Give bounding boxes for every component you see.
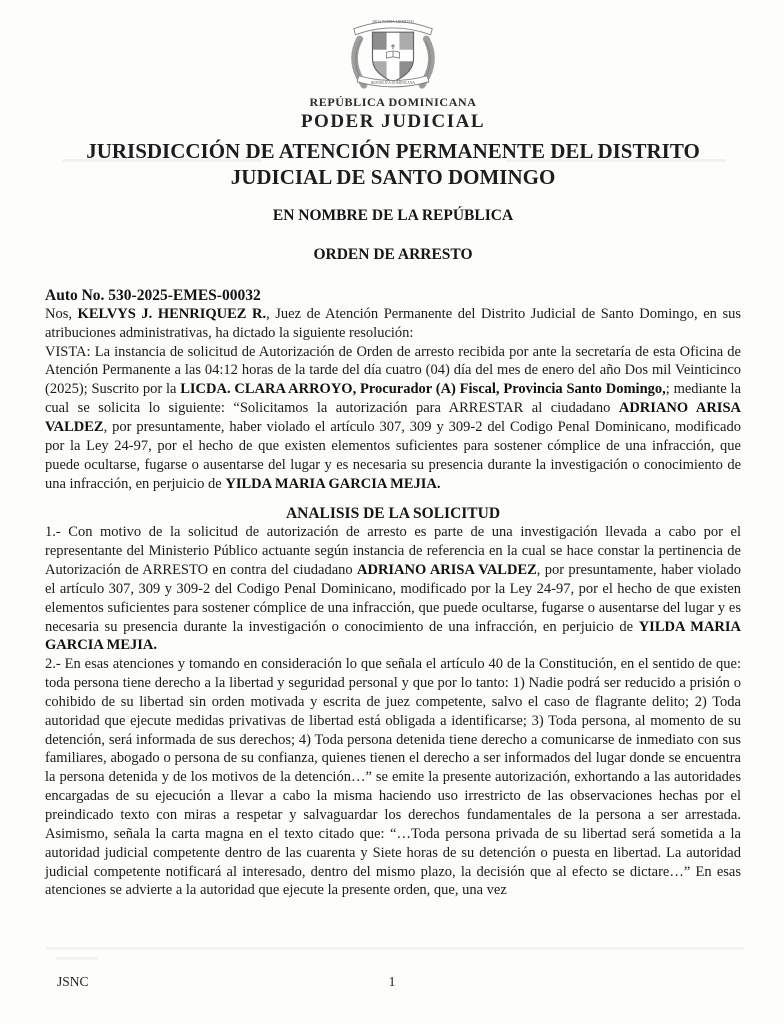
page-footer [0, 974, 784, 990]
svg-text:DIOS PATRIA LIBERTAD: DIOS PATRIA LIBERTAD [372, 20, 414, 25]
institution-name: PODER JUDICIAL [300, 111, 486, 132]
analysis-heading: ANALISIS DE LA SOLICITUD [285, 505, 501, 523]
document-type-heading: ORDEN DE ARRESTO [313, 245, 473, 263]
jurisdiction-title: JURISDICCIÓN DE ATENCIÓN PERMANENTE DEL DISTRITO JUDICIAL DE SANTO DOMINGO [86, 139, 700, 190]
paragraph-vista: VISTA: La instancia de solicitud de Autorización de Orden de arresto recibida por ante la secretaría de esta Oficina de Atención Permanente a las 04:12 horas de la tarde del día cuatro (04) día del mes de enero del año Dos mil Veinticinco (2025); Suscrito por la LICDA. CLARA ARROYO, Procurador (A) Fiscal, Provincia Santo Domingo,; mediante la cual se solicita lo siguiente: “Solicitamos la autorización para ARRESTAR al ciudadano ADRIANO ARISA VALDEZ, por presuntamente, haber violado el artículo 307, 309 y 309-2 del Codigo Penal Dominicano, modificado por la Ley 24-97, por el hecho de que existen elementos suficientes para sostener cómplice de una infracción, que puede ocultarse, fugarse o ausentarse del lugar y es necesaria su presencia durante la investigación o conocimiento de una infracción, en perjuicio de YILDA MARIA GARCIA MEJIA. [45, 343, 741, 492]
scan-artifact [62, 159, 262, 162]
paragraph-2: 2.- En esas atenciones y tomando en consideración lo que señala el artículo 40 de la Constitución, en el sentido de que: toda persona tiene derecho a la libertad y seguridad personal y que por lo tanto: 1) Nadie podrá ser reducido a prisión o cohibido de su libertad sin orden motivada y escrita de juez competente, salvo el caso de flagrante delito; 2) Toda autoridad que ejecute medidas privativas de libertad está obligada a identificarse; 3) Toda persona, al momento de su detención, será informada de sus derechos; 4) Toda persona detenida tiene derecho a comunicarse de inmediato con sus familiares, abogado o persona de su confianza, quienes tienen el derecho a ser informados del lugar donde se encuentra la persona detenida y de los motivos de la detención…” se emite la presente autorización, exhortando a las autoridades encargadas de su ejecución a llevar a cabo la misma haciendo uso irrestricto de las observaciones hechas por el preindicado texto con miras a respetar y salvaguardar los derechos fundamentales de la persona a ser arrestada. Asimismo, señala la carta magna en el texto citado que: “…Toda persona privada de su libertad será sometida a la autoridad judicial competente dentro de las cuarenta y Siete horas de su detención o puesta en libertad. La autoridad judicial competente notificará al interesado, dentro del mismo plazo, la decisión que al efecto se dictare…” En esas atenciones se advierte a la autoridad que ejecute la presente orden, que, una vez [45, 656, 741, 899]
paragraph-intro: Nos, KELVYS J. HENRIQUEZ R., Juez de Atención Permanente del Distrito Judicial de Santo Domingo, en sus atribuciones administrativas, ha dictado la siguiente resolución: [45, 305, 741, 341]
paragraph-1: 1.- Con motivo de la solicitud de autorización de arresto es parte de una investigación llevada a cabo por el representante del Ministerio Público actuante según instancia de referencia en la cual se hace constar la pertinencia de Autorización de ARRESTO en contra del ciudadano ADRIANO ARISA VALDEZ, por presuntamente, haber violado el artículo 307, 309 y 309-2 del Codigo Penal Dominicano, modificado por la Ley 24-97, por el hecho de que existen elementos suficientes para sostener cómplice de una infracción, que puede ocultarse, fugarse o ausentarse del lugar y es necesaria su presencia durante la investigación o conocimiento de una infracción, en perjuicio de YILDA MARIA GARCIA MEJIA. [45, 524, 742, 654]
svg-text:REPÚBLICA DOMINICANA: REPÚBLICA DOMINICANA [370, 80, 416, 85]
emblem-container [45, 10, 741, 97]
scan-artifact [46, 947, 744, 950]
case-number: Auto No. 530-2025-EMES-00032 [45, 286, 261, 304]
page-number: 1 [388, 974, 396, 989]
in-name-of-republic-heading: EN NOMBRE DE LA REPÚBLICA [272, 206, 514, 224]
scan-artifact [506, 159, 726, 162]
scan-artifact [56, 957, 98, 960]
coat-of-arms-icon [327, 10, 459, 92]
country-name: REPÚBLICA DOMINICANA [309, 95, 477, 109]
footer-initials: JSNC [57, 974, 89, 989]
